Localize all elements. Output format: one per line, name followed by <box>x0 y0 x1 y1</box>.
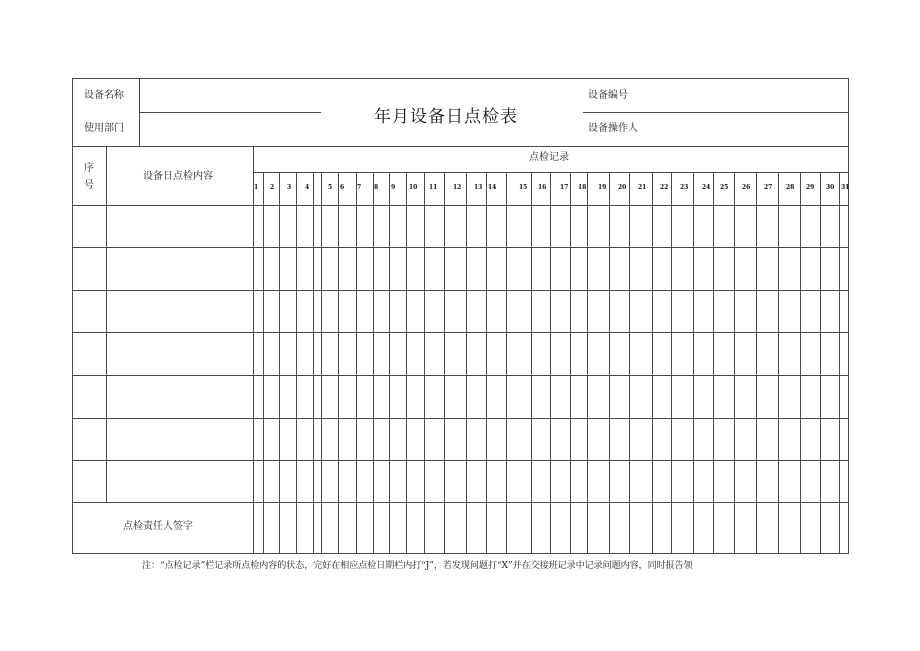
form-title: 年月设备日点检表 <box>374 107 518 127</box>
dept-label: 使用部门 <box>84 123 124 134</box>
day-label-13: 13 <box>474 184 483 191</box>
day-divider-4 <box>313 172 314 554</box>
day-divider-31 <box>839 172 840 554</box>
day-divider-27 <box>756 172 757 554</box>
seq-header-line1: 序 <box>84 163 94 174</box>
day-label-4: 4 <box>305 184 310 191</box>
day-label-16: 16 <box>538 184 547 191</box>
border-bottom <box>72 553 849 554</box>
day-divider-26 <box>734 172 735 554</box>
day-divider-25 <box>713 172 714 554</box>
day-divider-11 <box>424 172 425 554</box>
day-label-15: 15 <box>519 184 528 191</box>
day-label-12: 12 <box>453 184 462 191</box>
day-label-1: 1 <box>254 184 259 191</box>
day-divider-28 <box>778 172 779 554</box>
day-divider-8 <box>373 172 374 554</box>
day-label-2: 2 <box>270 184 275 191</box>
day-divider-1 <box>263 172 264 554</box>
day-label-28: 28 <box>786 184 795 191</box>
day-label-7: 7 <box>357 184 362 191</box>
day-divider-7 <box>356 172 357 554</box>
day-label-3: 3 <box>287 184 292 191</box>
header-underline-left <box>139 112 321 113</box>
day-label-26: 26 <box>742 184 751 191</box>
day-label-30: 30 <box>826 184 835 191</box>
day-divider-18 <box>570 172 571 554</box>
day-label-20: 20 <box>618 184 627 191</box>
day-divider-9 <box>389 172 390 554</box>
day-divider-22 <box>652 172 653 554</box>
row-line-4 <box>72 375 849 376</box>
day-divider-30 <box>820 172 821 554</box>
day-label-31: 31 <box>841 184 850 191</box>
table-header-bottom <box>72 205 849 206</box>
day-divider-5 <box>321 172 322 554</box>
footnote: 注：“点检记录”栏记录所点检内容的状态，完好在相应点检日期栏内打“J”，若发现问题打“X”并在交接班记录中记录问题内容，同时报告领 <box>142 561 693 571</box>
day-divider-24 <box>693 172 694 554</box>
day-label-18: 18 <box>578 184 587 191</box>
day-divider-19 <box>587 172 588 554</box>
day-divider-21 <box>629 172 630 554</box>
day-divider-16 <box>531 172 532 554</box>
day-divider-17 <box>550 172 551 554</box>
operator-label: 设备操作人 <box>588 123 638 134</box>
border-right <box>848 78 849 554</box>
day-label-22: 22 <box>660 184 669 191</box>
day-label-9: 9 <box>391 184 396 191</box>
device-name-label: 设备名称 <box>84 90 124 101</box>
day-label-5: 5 <box>328 184 333 191</box>
border-left <box>72 78 73 554</box>
record-header: 点检记录 <box>529 152 569 163</box>
day-divider-15 <box>506 172 507 554</box>
day-divider-23 <box>671 172 672 554</box>
day-divider-14 <box>486 172 487 554</box>
day-divider-3 <box>296 172 297 554</box>
device-no-label: 设备编号 <box>588 90 628 101</box>
day-label-14: 14 <box>488 184 497 191</box>
day-divider-20 <box>609 172 610 554</box>
seq-column-divider <box>106 146 107 503</box>
border-top <box>72 78 849 79</box>
day-label-25: 25 <box>720 184 729 191</box>
row-line-6 <box>72 460 849 461</box>
content-header: 设备日点检内容 <box>143 171 213 182</box>
day-label-10: 10 <box>409 184 418 191</box>
day-label-21: 21 <box>638 184 647 191</box>
row-line-1 <box>72 247 849 248</box>
day-divider-29 <box>800 172 801 554</box>
signature-label: 点检责任人签字 <box>123 521 193 532</box>
day-divider-10 <box>406 172 407 554</box>
day-label-17: 17 <box>560 184 569 191</box>
row-line-5 <box>72 418 849 419</box>
row-line-2 <box>72 290 849 291</box>
record-header-line <box>253 172 849 173</box>
seq-header-line2: 号 <box>84 180 94 191</box>
day-label-11: 11 <box>429 184 438 191</box>
row-line-3 <box>72 332 849 333</box>
day-label-19: 19 <box>598 184 607 191</box>
header-bottom-line <box>72 146 849 147</box>
day-label-29: 29 <box>806 184 815 191</box>
day-divider-13 <box>466 172 467 554</box>
day-divider-12 <box>444 172 445 554</box>
day-label-23: 23 <box>680 184 689 191</box>
row-line-7 <box>72 502 849 503</box>
content-column-divider <box>253 146 254 554</box>
day-divider-6 <box>338 172 339 554</box>
day-label-8: 8 <box>374 184 379 191</box>
header-underline-right <box>583 112 849 113</box>
day-label-27: 27 <box>764 184 773 191</box>
day-divider-2 <box>279 172 280 554</box>
day-label-6: 6 <box>340 184 345 191</box>
day-label-24: 24 <box>702 184 711 191</box>
